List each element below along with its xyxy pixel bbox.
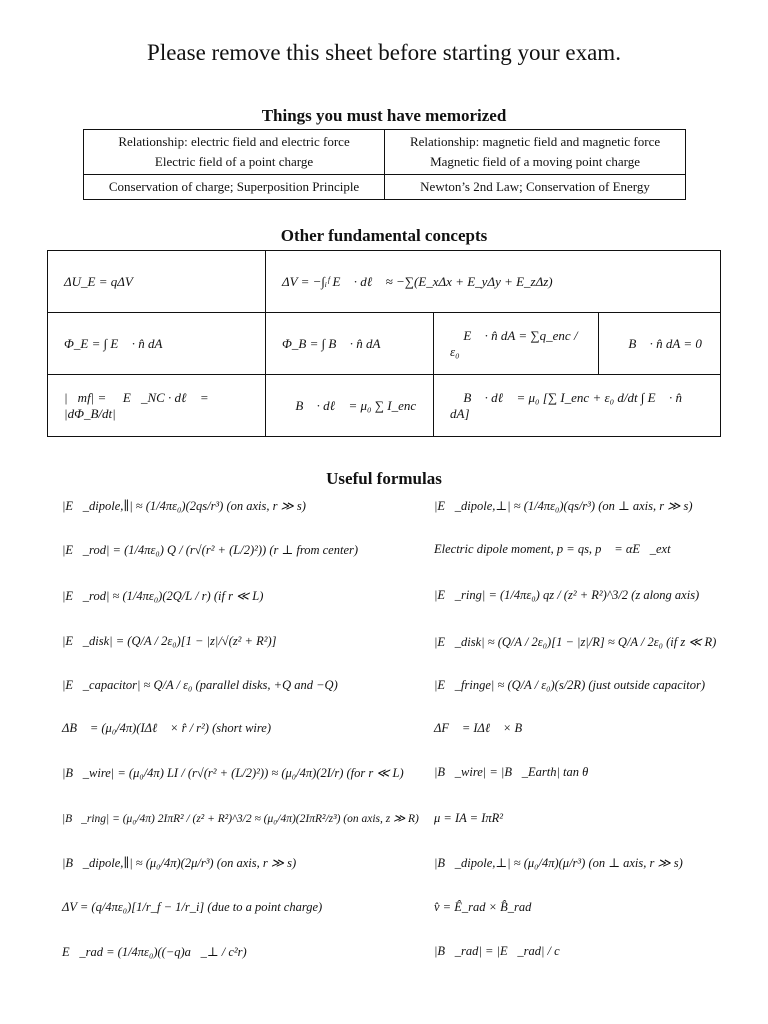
fundamental-heading: Other fundamental concepts [280, 226, 488, 245]
table-row [84, 175, 686, 200]
formula-e-ring: |E⃗_ring| = (1/4πε₀) qz / (z² + R²)^3/2 (z along axis) [434, 588, 700, 602]
table-cell: ∮ E⃗ · n̂ dA = ∑q_enc / ε₀ [434, 313, 599, 375]
formula-b-wire: |B⃗_wire| = (μ₀/4π) LI / (r√(r² + (L/2)²)) ≈ (μ₀/4π)(2I/r) (for r ≪ L) [62, 766, 404, 780]
table-cell: Relationship: magnetic field and magnetic force [385, 130, 686, 153]
formula-e-rad: E⃗_rad = (1/4πε₀)((−q)a⃗_⊥ / c²r) [62, 945, 247, 959]
formula-delta-b: ΔB⃗ = (μ₀/4π)(IΔℓ⃗ × r̂ / r²) (short wire) [62, 721, 271, 735]
table-cell: Electric field of a point charge [84, 152, 385, 175]
formula-b-rad: |B⃗_rad| = |E⃗_rad| / c [434, 944, 560, 958]
formula-e-dipole-perp: |E⃗_dipole,⊥| ≈ (1/4πε₀)(qs/r³) (on ⊥ axis, r ≫ s) [434, 499, 693, 513]
formula-delta-f: ΔF⃗ = IΔℓ⃗ × B⃗ [434, 721, 532, 735]
table-cell: Conservation of charge; Superposition Principle [84, 175, 385, 200]
memorized-table [83, 129, 686, 200]
formula-e-disk-approx: |E⃗_disk| ≈ (Q/A / 2ε₀)[1 − |z|/R] ≈ Q/A / 2ε₀ (if z ≪ R) [434, 635, 717, 649]
useful-heading: Useful formulas [326, 469, 442, 488]
formula-e-rod: |E⃗_rod| = (1/4πε₀) Q / (r√(r² + (L/2)²)) (r ⊥ from center) [62, 543, 359, 557]
formula-magnetic-moment: μ = IA = IπR² [434, 811, 504, 825]
table-cell: ∮ B⃗ · dℓ⃗ = μ₀ ∑ I_enc [266, 375, 434, 437]
page-title: Please remove this sheet before starting your exam. [147, 40, 621, 65]
formula-v-hat: v̂ = Ê_rad × B̂_rad [434, 900, 532, 914]
table-cell: ΔU_E = qΔV [48, 251, 266, 313]
formula-b-dipole-parallel: |B⃗_dipole,∥| ≈ (μ₀/4π)(2μ/r³) (on axis, r ≫ s) [62, 856, 297, 870]
table-row [48, 313, 721, 375]
formula-b-wire-earth: |B⃗_wire| = |B⃗_Earth| tan θ [434, 765, 589, 779]
table-cell: Φ_B = ∫ B⃗ · n̂ dA [266, 313, 434, 375]
formula-e-fringe: |E⃗_fringe| ≈ (Q/A / ε₀)(s/2R) (just outside capacitor) [434, 678, 706, 692]
table-row [48, 375, 721, 437]
table-cell: |ℰmf| = ∮ E⃗_NC · dℓ⃗ = |dΦ_B/dt| [48, 375, 266, 437]
table-cell: Φ_E = ∫ E⃗ · n̂ dA [48, 313, 266, 375]
table-cell: ∮ B⃗ · n̂ dA = 0 [599, 313, 721, 375]
table-cell: Newton’s 2nd Law; Conservation of Energy [385, 175, 686, 200]
table-row [48, 251, 721, 313]
formula-b-ring: |B⃗_ring| = (μ₀/4π) 2IπR² / (z² + R²)^3/2 ≈ (μ₀/4π)(2IπR²/z³) (on axis, z ≫ R) [62, 813, 419, 825]
formula-dipole-moment: Electric dipole moment, p = qs, p⃗ = αE⃗_ext [434, 542, 671, 556]
table-cell: ∮ B⃗ · dℓ⃗ = μ₀ [∑ I_enc + ε₀ d/dt ∫ E⃗ · n̂ dA] [434, 375, 721, 437]
formula-e-dipole-parallel: |E⃗_dipole,∥| ≈ (1/4πε₀)(2qs/r³) (on axis, r ≫ s) [62, 499, 306, 513]
formula-e-disk: |E⃗_disk| = (Q/A / 2ε₀)[1 − |z|/√(z² + R²)] [62, 634, 277, 648]
formula-delta-v-point: ΔV = (q/4πε₀)[1/r_f − 1/r_i] (due to a point charge) [62, 900, 323, 914]
fundamental-table [47, 250, 721, 437]
table-row [84, 130, 686, 153]
formula-e-capacitor: |E⃗_capacitor| ≈ Q/A / ε₀ (parallel disks, +Q and −Q) [62, 678, 338, 692]
table-cell: ΔV = −∫ᵢᶠ E⃗ · dℓ⃗ ≈ −∑(E_xΔx + E_yΔy + E_zΔz) [266, 251, 721, 313]
table-cell: Relationship: electric field and electric force [84, 130, 385, 153]
table-cell: Magnetic field of a moving point charge [385, 152, 686, 175]
formula-b-dipole-perp: |B⃗_dipole,⊥| ≈ (μ₀/4π)(μ/r³) (on ⊥ axis, r ≫ s) [434, 856, 683, 870]
formula-e-rod-approx: |E⃗_rod| ≈ (1/4πε₀)(2Q/L / r) (if r ≪ L) [62, 589, 264, 603]
memorized-heading: Things you must have memorized [261, 106, 507, 125]
table-row [84, 152, 686, 175]
